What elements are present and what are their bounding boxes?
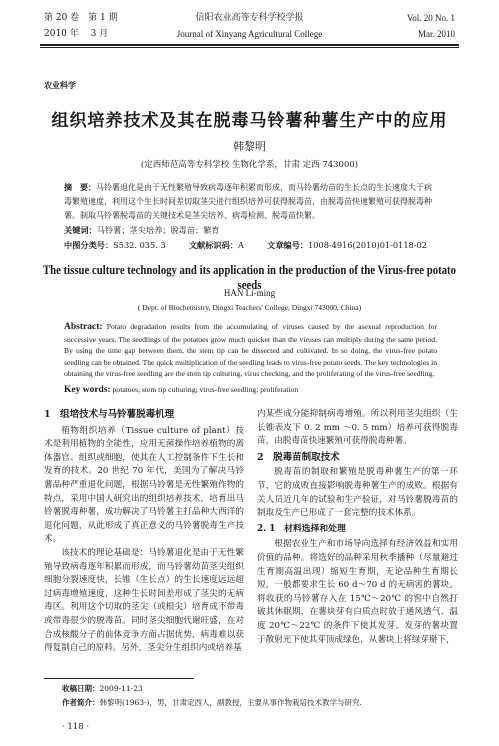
category-label: 农业科学 (44, 80, 76, 90)
paper-title-en: The tissue culture technology and its application in the production of the Virus-free potato seeds (42, 263, 456, 292)
author-bio-label: 作者简介： (62, 698, 100, 707)
footnote-rule (44, 678, 194, 679)
affiliation-en: ( Dept. of Biochemistry, Dingxi Teachers' College, Dingxi 743000, China) (137, 303, 362, 312)
keywords-cn-text: 马铃薯；茎尖培养；脱毒苗；繁育 (96, 225, 220, 235)
journal-volume-cn: 第 20 卷 第 1 期 (44, 13, 118, 23)
author-bio-value: 韩黎明(1963-)，男，甘肃定西人，副教授，主要从事作物栽培技术教学与研究. (99, 698, 362, 707)
journal-date-en: Mar. 2010 (418, 29, 455, 39)
article-number-value: 1008-4916(2010)01-0118-02 (308, 240, 427, 250)
journal-volume-en: Vol. 20 No. 1 (406, 13, 455, 23)
section-2-1-paragraph: 根据农业生产和市场导向选择有经济效益和实用价值的品种。将选好的品种采用秋季播种（尽量避过生育期高温出现）缩短生育期，无论品种生育期长短，一般都要求生长 60 d～70 d 的无病害的薯块。将收获的马铃薯存入在 15℃～20℃ 的窖中自然打破其休眠期，在薯块芽有白质点时放于通风透气、温度 20℃～22℃ 的条件下使其发芽。发芽的薯块置于散射光下使其芽顶成绿色，从薯块上将绿芽掰下， (257, 539, 458, 645)
section-1-paragraph-3: 内某些成分能抑制病毒增殖。所以利用茎尖组织（生长锥表皮下 0. 2 mm ～0. 5 mm）培养可获得脱毒苗，由脱毒苗快速繁殖可获得脱毒种薯。 (257, 409, 458, 447)
body-right-column (257, 408, 458, 647)
abstract-en-text: Potato degradation results from the accumulating of viruses caused by the asexual reproduction for successive years. The seedlings of the potatoes grow much quicker than the viruses can multiply during the same period. By using the time gap between them, the stem tip can be dissected and cultivated. In so doing, the virus-free potato seedling can be obtained. The quick multiplication of the seedling leads to virus-free potato seeds. The key technologies in obtaining the virus-free seedling are the stem tip culturing, virus checking, and the proliferating of the virus-free seedling. (64, 322, 438, 378)
keywords-en-label: Key words: (64, 385, 111, 395)
received-date (62, 683, 143, 695)
section-2-heading: 2 脱毒苗制取技术 (257, 451, 340, 463)
abstract-cn-label: 摘 要： (64, 182, 96, 192)
abstract-cn-text: 马铃薯退化是由于无性繁殖导致病毒逐年积累而形成，而马铃薯幼苗的生长点的生长速度大于病毒繁殖速度，利用这个生长时间差切取茎尖进行组织培养可获得脱毒苗，由脱毒苗快速繁殖可获得脱毒种薯。制取马铃薯脱毒苗的关键技术是茎尖培养、病毒检测、脱毒苗快繁。 (64, 183, 432, 220)
keywords-cn (64, 225, 437, 236)
section-1-paragraph-1: 植物组织培养（Tissue culture of plant）技术是利用植物的全能性，应用无菌操作培养植物的离体器官、组织或细胞，使其在人工控制条件下生长和发育的技术。20 世纪 70 年代，美国为了解决马铃薯品种严重退化问题，根据马铃薯是无性繁殖作物的特点，采用中国人研究出的组织培养技术，培育出马铃薯脱毒种薯，成功解决了马铃薯主打品种大西洋的退化问题，从此形成了真正意义的马铃薯脱毒生产技术。 (44, 425, 244, 545)
clc-value: S532. 035. 3 (113, 240, 166, 250)
abstract-en (64, 321, 437, 380)
keywords-cn-label: 关键词： (64, 225, 97, 235)
abstract-en-label: Abstract: (64, 322, 103, 332)
page-number: · 118 · (62, 722, 90, 732)
abstract-cn (64, 180, 437, 223)
paper-title-cn: 组织培养技术及其在脱毒马铃薯种薯生产中的应用 (51, 111, 448, 131)
doc-code-label: 文献标识码： (188, 240, 238, 250)
header-rule-top (40, 44, 459, 46)
keywords-en (64, 384, 437, 397)
received-label: 收稿日期： (62, 684, 100, 693)
clc-label: 中图分类号： (64, 240, 114, 250)
section-2-1-heading: 2. 1 材料选择和处理 (257, 523, 346, 534)
section-1-heading: 1 组培技术与马铃薯脱毒机理 (44, 409, 175, 420)
author-en: HAN Li-ming (223, 288, 276, 298)
author-bio (62, 697, 462, 709)
journal-name-cn: 信阳农业高等专科学校学报 (195, 13, 304, 23)
section-1-paragraph-2: 该技术的理论基础是：马铃薯退化是由于无性繁殖导致病毒逐年积累而形成，而马铃薯幼苗茎尖组织细胞分裂速度快，长锥（生长点）的生长速度远远超过病毒增殖速度，这种生长时间差形成了茎尖的无病毒区。利用这个切取的茎尖（或根尖）培育成不带毒或带毒很少的脱毒苗。同时茎尖细胞代谢旺盛，在对合成核酸分子的前体竞争方面占据优势，病毒难以获得复制自己的原料。另外，茎尖分生组织内或培养基 (44, 547, 244, 654)
author-cn: 韩黎明 (233, 140, 266, 153)
body-left-column (44, 408, 244, 656)
classification-row (64, 240, 437, 251)
received-value: 2009-11-23 (99, 684, 143, 693)
journal-date-cn: 2010 年 3 月 (44, 29, 109, 39)
keywords-en-text: potatoes; stem tip culturing; virus-free seedling; proliferation (112, 385, 299, 394)
header-rule-bottom (40, 47, 459, 48)
doc-code-value: A (237, 240, 244, 250)
article-number-label: 文章编号： (267, 240, 309, 250)
section-2-paragraph-1: 脱毒苗的制取和繁殖是脱毒种薯生产的第一环节，它的成败直接影响脱毒种薯生产的成败。根据有关人员近几年的试验和生产验证，对马铃薯脱毒苗的制取及生产已形成了一套完整的技术体系。 (257, 467, 458, 519)
affiliation-cn: (定西师范高等专科学校 生物化学系，甘肃 定西 743000) (140, 160, 359, 170)
journal-name-en: Journal of Xinyang Agricultural College (176, 29, 323, 39)
